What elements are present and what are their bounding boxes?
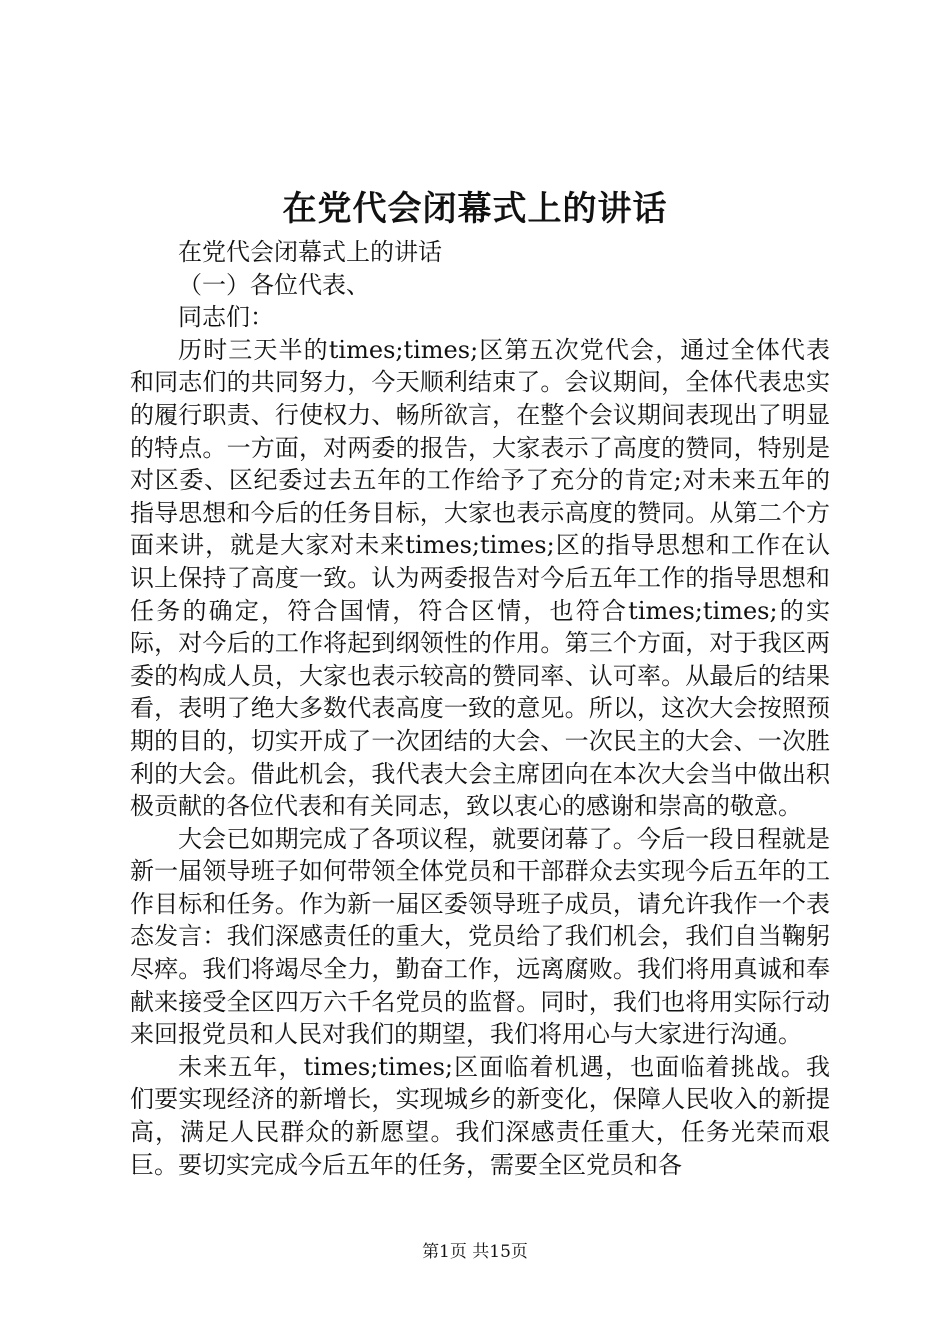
paragraph-body: 未来五年，times;times;区面临着机遇，也面临着挑战。我们要实现经济的新增长，实现城乡的新变化，保障人民收入的新提高，满足人民群众的新愿望。我们深感责任重大，任务光荣而艰巨。要切实完成今后五年的任务，需要全区党员和各	[130, 1052, 830, 1179]
page-footer: 第1页 共15页	[422, 1242, 528, 1262]
paragraph-body: 历时三天半的times;times;区第五次党代会，通过全体代表和同志们的共同努力，今天顺利结束了。会议期间，全体代表忠实的履行职责、行使权力、畅所欲言，在整个会议期间表现出了明显的特点。一方面，对两委的报告，大家表示了高度的赞同，特别是对区委、区纪委过去五年的工作给予了充分的肯定;对未来五年的指导思想和今后的任务目标，大家也表示高度的赞同。从第二个方面来讲，就是大家对未来times;times;区的指导思想和工作在认识上保持了高度一致。认为两委报告对今后五年工作的指导思想和任务的确定，符合国情，符合区情，也符合times;times;的实际，对今后的工作将起到纲领性的作用。第三个方面，对于我区两委的构成人员，大家也表示较高的赞同率、认可率。从最后的结果看，表明了绝大多数代表高度一致的意见。所以，这次大会按照预期的目的，切实开成了一次团结的大会、一次民主的大会、一次胜利的大会。借此机会，我代表大会主席团向在本次大会当中做出积极贡献的各位代表和有关同志，致以衷心的感谢和崇高的敬意。	[130, 335, 830, 821]
paragraph-body: 大会已如期完成了各项议程，就要闭幕了。今后一段日程就是新一届领导班子如何带领全体党员和干部群众去实现今后五年的工作目标和任务。作为新一届区委领导班子成员，请允许我作一个表态发言：我们深感责任的重大，党员给了我们机会，我们自当鞠躬尽瘁。我们将竭尽全力，勤奋工作，远离腐败。我们将用真诚和奉献来接受全区四万六千名党员的监督。同时，我们也将用实际行动来回报党员和人民对我们的期望，我们将用心与大家进行沟通。	[130, 824, 830, 1049]
document-body	[130, 236, 830, 1181]
paragraph-subtitle: 在党代会闭幕式上的讲话	[178, 238, 442, 266]
paragraph-salutation: （一）各位代表、	[178, 270, 370, 299]
document-title: 在党代会闭幕式上的讲话	[282, 189, 668, 229]
paragraph-greeting: 同志们：	[178, 303, 274, 332]
